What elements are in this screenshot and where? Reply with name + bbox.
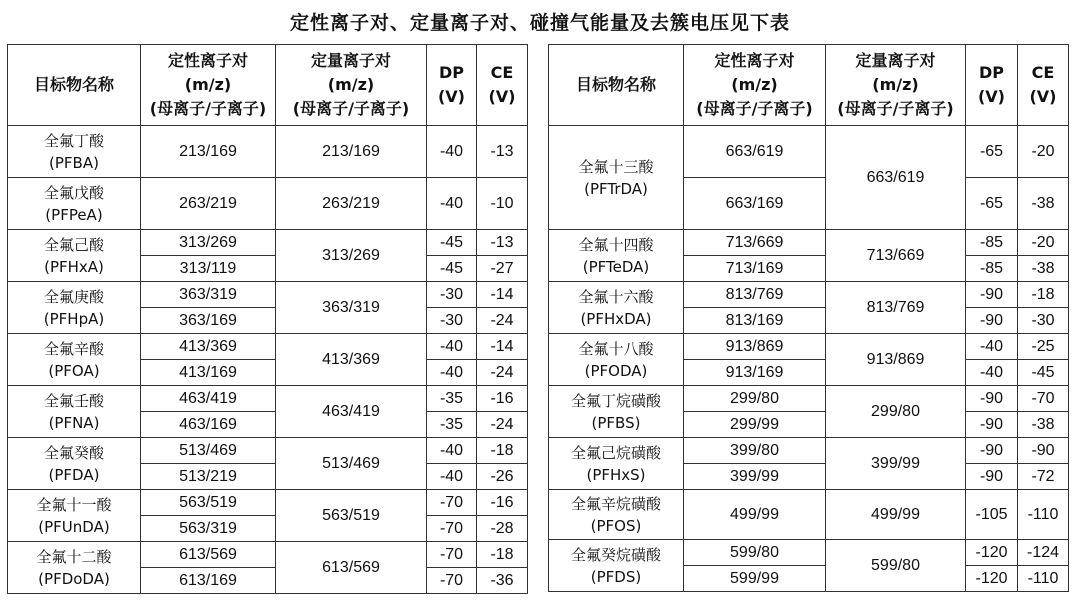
dp-value: -40: [427, 360, 477, 386]
quantitative-ion-pair: 663/619: [826, 126, 966, 230]
table-row: [8, 542, 528, 568]
dp-value: -40: [966, 360, 1018, 386]
table-row: [549, 540, 1069, 566]
compound-name: 全氟癸烷磺酸 (PFDS): [549, 540, 684, 592]
ce-value: -18: [1018, 282, 1069, 308]
quantitative-ion-pair: 599/80: [826, 540, 966, 592]
dp-value: -70: [427, 568, 477, 594]
qualitative-ion-pair: 663/169: [684, 178, 826, 230]
dp-value: -45: [427, 256, 477, 282]
dp-value: -120: [966, 566, 1018, 592]
dp-value: -90: [966, 386, 1018, 412]
qualitative-ion-pair: 513/469: [141, 438, 276, 464]
header-quantitative-ion-pair: 定量离子对 (m/z) (母离子/子离子): [826, 45, 966, 126]
ce-value: -36: [477, 568, 528, 594]
ce-value: -30: [1018, 308, 1069, 334]
ce-value: -24: [477, 412, 528, 438]
ce-value: -24: [477, 360, 528, 386]
qualitative-ion-pair: 599/80: [684, 540, 826, 566]
dp-value: -30: [427, 308, 477, 334]
dp-value: -105: [966, 490, 1018, 540]
qualitative-ion-pair: 363/169: [141, 308, 276, 334]
compound-name: 全氟辛酸 (PFOA): [8, 334, 141, 386]
table-row: [8, 178, 528, 230]
qualitative-ion-pair: 263/219: [141, 178, 276, 230]
qualitative-ion-pair: 563/519: [141, 490, 276, 516]
compound-name: 全氟庚酸 (PFHpA): [8, 282, 141, 334]
header-qualitative-ion-pair: 定性离子对 (m/z) (母离子/子离子): [141, 45, 276, 126]
quantitative-ion-pair: 499/99: [826, 490, 966, 540]
qualitative-ion-pair: 813/169: [684, 308, 826, 334]
ce-value: -13: [477, 126, 528, 178]
quantitative-ion-pair: 513/469: [276, 438, 427, 490]
qualitative-ion-pair: 413/369: [141, 334, 276, 360]
ion-pair-table-right: [548, 44, 1069, 592]
table-row: [8, 230, 528, 256]
ce-value: -14: [477, 334, 528, 360]
quantitative-ion-pair: 913/869: [826, 334, 966, 386]
qualitative-ion-pair: 313/119: [141, 256, 276, 282]
page-title: 定性离子对、定量离子对、碰撞气能量及去簇电压见下表: [289, 12, 790, 34]
quantitative-ion-pair: 213/169: [276, 126, 427, 178]
qualitative-ion-pair: 499/99: [684, 490, 826, 540]
table-row: [549, 438, 1069, 464]
dp-value: -40: [427, 334, 477, 360]
compound-name: 全氟十四酸 (PFTeDA): [549, 230, 684, 282]
table-row: [8, 386, 528, 412]
qualitative-ion-pair: 363/319: [141, 282, 276, 308]
header-quantitative-ion-pair: 定量离子对 (m/z) (母离子/子离子): [276, 45, 427, 126]
ce-value: -72: [1018, 464, 1069, 490]
header-qualitative-ion-pair: 定性离子对 (m/z) (母离子/子离子): [684, 45, 826, 126]
qualitative-ion-pair: 399/80: [684, 438, 826, 464]
dp-value: -40: [427, 438, 477, 464]
header-row: [549, 45, 1069, 126]
qualitative-ion-pair: 299/80: [684, 386, 826, 412]
qualitative-ion-pair: 313/269: [141, 230, 276, 256]
table-row: [549, 334, 1069, 360]
ce-value: -26: [477, 464, 528, 490]
compound-name: 全氟十二酸 (PFDoDA): [8, 542, 141, 594]
compound-name: 全氟戊酸 (PFPeA): [8, 178, 141, 230]
quantitative-ion-pair: 263/219: [276, 178, 427, 230]
dp-value: -70: [427, 516, 477, 542]
quantitative-ion-pair: 313/269: [276, 230, 427, 282]
ce-value: -20: [1018, 126, 1069, 178]
dp-value: -40: [427, 464, 477, 490]
table-row: [8, 490, 528, 516]
qualitative-ion-pair: 399/99: [684, 464, 826, 490]
table-row: [549, 386, 1069, 412]
qualitative-ion-pair: 599/99: [684, 566, 826, 592]
ce-value: -27: [477, 256, 528, 282]
compound-name: 全氟十六酸 (PFHxDA): [549, 282, 684, 334]
dp-value: -85: [966, 256, 1018, 282]
table-row: [549, 490, 1069, 540]
dp-value: -90: [966, 412, 1018, 438]
compound-name: 全氟十三酸 (PFTrDA): [549, 126, 684, 230]
header-collision-energy: CE (V): [477, 45, 528, 126]
quantitative-ion-pair: 613/569: [276, 542, 427, 594]
qualitative-ion-pair: 413/169: [141, 360, 276, 386]
dp-value: -85: [966, 230, 1018, 256]
dp-value: -90: [966, 438, 1018, 464]
qualitative-ion-pair: 299/99: [684, 412, 826, 438]
compound-name: 全氟十八酸 (PFODA): [549, 334, 684, 386]
dp-value: -120: [966, 540, 1018, 566]
quantitative-ion-pair: 563/519: [276, 490, 427, 542]
quantitative-ion-pair: 299/80: [826, 386, 966, 438]
ce-value: -10: [477, 178, 528, 230]
ce-value: -20: [1018, 230, 1069, 256]
header-compound-name: 目标物名称: [549, 45, 684, 126]
dp-value: -70: [427, 490, 477, 516]
dp-value: -35: [427, 386, 477, 412]
dp-value: -65: [966, 178, 1018, 230]
quantitative-ion-pair: 399/99: [826, 438, 966, 490]
table-row: [549, 230, 1069, 256]
qualitative-ion-pair: 563/319: [141, 516, 276, 542]
ce-value: -16: [477, 490, 528, 516]
ce-value: -124: [1018, 540, 1069, 566]
qualitative-ion-pair: 713/169: [684, 256, 826, 282]
header-declustering-potential: DP (V): [966, 45, 1018, 126]
compound-name: 全氟丁酸 (PFBA): [8, 126, 141, 178]
ce-value: -45: [1018, 360, 1069, 386]
compound-name: 全氟己酸 (PFHxA): [8, 230, 141, 282]
quantitative-ion-pair: 813/769: [826, 282, 966, 334]
qualitative-ion-pair: 813/769: [684, 282, 826, 308]
ce-value: -18: [477, 542, 528, 568]
ce-value: -14: [477, 282, 528, 308]
ce-value: -24: [477, 308, 528, 334]
quantitative-ion-pair: 463/419: [276, 386, 427, 438]
qualitative-ion-pair: 663/619: [684, 126, 826, 178]
compound-name: 全氟癸酸 (PFDA): [8, 438, 141, 490]
header-declustering-potential: DP (V): [427, 45, 477, 126]
qualitative-ion-pair: 713/669: [684, 230, 826, 256]
compound-name: 全氟壬酸 (PFNA): [8, 386, 141, 438]
dp-value: -35: [427, 412, 477, 438]
qualitative-ion-pair: 463/419: [141, 386, 276, 412]
qualitative-ion-pair: 613/569: [141, 542, 276, 568]
ce-value: -110: [1018, 566, 1069, 592]
dp-value: -30: [427, 282, 477, 308]
dp-value: -90: [966, 308, 1018, 334]
table-row: [8, 126, 528, 178]
dp-value: -40: [427, 178, 477, 230]
qualitative-ion-pair: 613/169: [141, 568, 276, 594]
ce-value: -13: [477, 230, 528, 256]
dp-value: -65: [966, 126, 1018, 178]
compound-name: 全氟丁烷磺酸 (PFBS): [549, 386, 684, 438]
quantitative-ion-pair: 363/319: [276, 282, 427, 334]
ce-value: -28: [477, 516, 528, 542]
dp-value: -40: [427, 126, 477, 178]
compound-name: 全氟己烷磺酸 (PFHxS): [549, 438, 684, 490]
header-row: [8, 45, 528, 126]
dp-value: -70: [427, 542, 477, 568]
table-row: [549, 282, 1069, 308]
ce-value: -18: [477, 438, 528, 464]
quantitative-ion-pair: 713/669: [826, 230, 966, 282]
ion-pair-table-left: [7, 44, 528, 594]
table-row: [8, 282, 528, 308]
dp-value: -90: [966, 464, 1018, 490]
table-row: [8, 438, 528, 464]
ce-value: -16: [477, 386, 528, 412]
ce-value: -38: [1018, 256, 1069, 282]
qualitative-ion-pair: 213/169: [141, 126, 276, 178]
header-compound-name: 目标物名称: [8, 45, 141, 126]
dp-value: -90: [966, 282, 1018, 308]
ce-value: -90: [1018, 438, 1069, 464]
dp-value: -45: [427, 230, 477, 256]
ce-value: -38: [1018, 178, 1069, 230]
table-row: [549, 126, 1069, 178]
ce-value: -110: [1018, 490, 1069, 540]
ce-value: -38: [1018, 412, 1069, 438]
qualitative-ion-pair: 913/169: [684, 360, 826, 386]
ce-value: -25: [1018, 334, 1069, 360]
qualitative-ion-pair: 513/219: [141, 464, 276, 490]
ce-value: -70: [1018, 386, 1069, 412]
qualitative-ion-pair: 913/869: [684, 334, 826, 360]
table-row: [8, 334, 528, 360]
compound-name: 全氟十一酸 (PFUnDA): [8, 490, 141, 542]
dp-value: -40: [966, 334, 1018, 360]
qualitative-ion-pair: 463/169: [141, 412, 276, 438]
quantitative-ion-pair: 413/369: [276, 334, 427, 386]
header-collision-energy: CE (V): [1018, 45, 1069, 126]
compound-name: 全氟辛烷磺酸 (PFOS): [549, 490, 684, 540]
